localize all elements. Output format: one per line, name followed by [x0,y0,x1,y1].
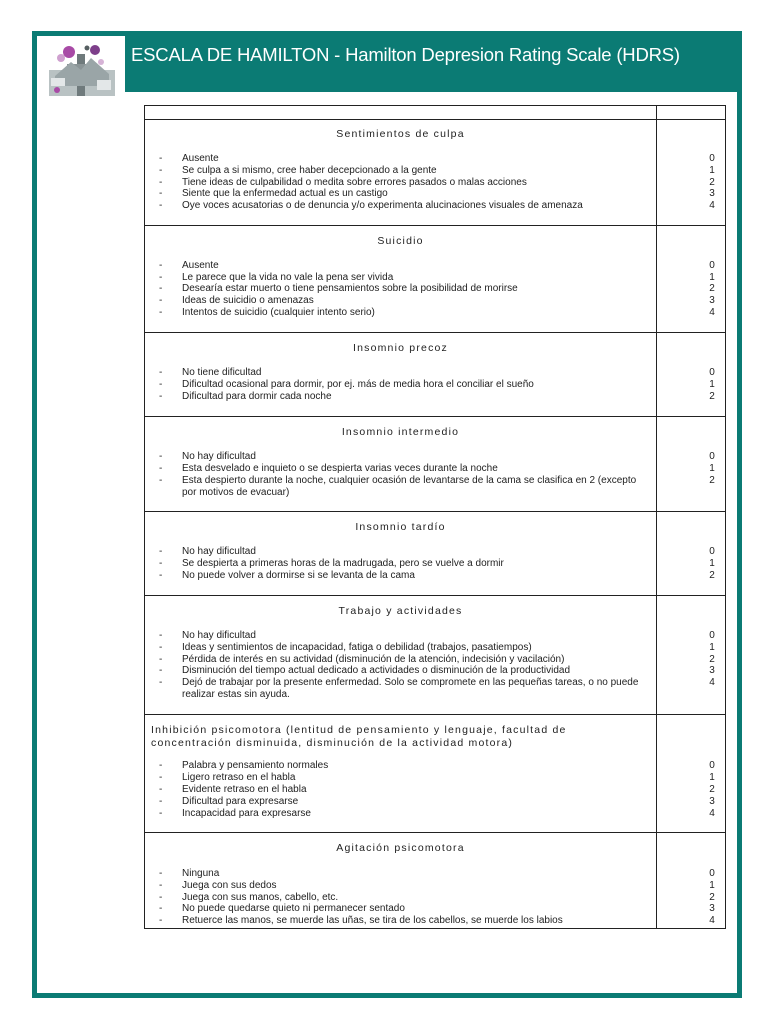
score-value: 3 [709,796,715,807]
page-frame [32,31,742,998]
section-title: Insomnio intermedio [341,426,460,438]
section-title: Insomnio tardío [355,521,446,533]
score-value: 1 [709,379,715,390]
section-title: Trabajo y actividades [338,605,463,617]
section-title: Sentimientos de culpa [336,128,465,140]
header-bar [125,36,737,92]
score-value: 3 [709,188,715,199]
score-value: 4 [709,808,715,819]
section-title: Suicidio [377,235,424,247]
flower-collage-logo-icon [47,40,117,98]
score-value: 2 [709,391,715,402]
page-title: ESCALA DE HAMILTON - Hamilton Depresion Rating Scale (HDRS) [131,44,680,65]
score-value: 3 [709,665,715,676]
score-value: 2 [709,784,715,795]
score-value: 2 [709,283,715,294]
score-value: 3 [709,903,715,914]
score-value: 0 [709,868,715,879]
score-value: 2 [709,654,715,665]
score-value: 0 [709,153,715,164]
score-value: 3 [709,295,715,306]
section-title: Agitación psicomotora [336,842,465,854]
score-value: 4 [709,200,715,211]
score-value: 1 [709,880,715,891]
scale-table: Sentimientos de culpa - Ausente 0 - Se culpa a si mismo, cree haber decepcionado a la gente 1 - Tiene ideas de culpabilidad o medita sobre errores pasados o malas acciones 2 - Siente que la enfermedad actual es un castigo 3 - Oye voces acusatorias o de denuncia y/o experimenta alucinaciones visuales de amenaza 4 Suicidio - Ausente 0 - Le parece que la vida no vale la pena ser vivida 1 - Desearía estar muerto o tiene pensamientos sobre la posibilidad de morirse 2 - Ideas de suicidio o amenazas 3 - Intentos de suicidio (cualquier intento serio) 4 Insomnio precoz - No tiene dificultad 0 - Dificultad ocasional para dormir, por ej. más de media hora el conciliar el sueño 1 - Dificultad para dormir cada noche 2 Insomnio intermedio - No hay dificultad 0 - Esta desvelado e inquieto o se despierta varias veces durante la noche 1 - Esta despierto durante la noche, cualquier ocasión de levantarse de la cama se clasifica en 2 (excepto por motivos de evacuar) 2 Insomnio tardío - No hay dificultad 0 - Se despierta a primeras horas de la madrugada, pero se vuelve a dormir 1 - No puede volver a dormirse si se levanta de la cama 2 Trabajo y actividades - No hay dificultad 0 - Ideas y sentimientos de incapacidad, fatiga o debilidad (trabajos, pasatiempos) 1 - Pérdida de interés en su actividad (disminución de la atención, indecisión y vacilación) 2 - Disminución del tiempo actual dedicado a actividades o disminución de la productividad 3 - Dejó de trabajar por la presente enfermedad. Solo se compromete en las pequeñas tareas, o no puede realizar estas sin ayuda. 4 Inhibición psicomotora (lentitud de pensamiento y lenguaje, facultad de concentración disminuida, disminución de la actividad motora) - Palabra y pensamiento normales 0 - Ligero retraso en el habla 1 - Evidente retraso en el habla 2 - Dificultad para expresarse 3 - Incapacidad para expresarse 4 Agitación psicomotora - Ninguna 0 - Juega con sus dedos 1 - Juega con sus manos, cabello, etc. 2 - No puede quedarse quieto ni permanecer sentado 3 - Retuerce las manos, se muerde las uñas, se tira de los cabellos, se muerde los labios 4 [144,105,726,929]
score-value: 0 [709,546,715,557]
score-value: 1 [709,165,715,176]
score-value: 0 [709,760,715,771]
score-value: 2 [709,177,715,188]
score-value: 4 [709,915,715,926]
score-value: 1 [709,772,715,783]
score-value: 1 [709,642,715,653]
score-value: 1 [709,463,715,474]
section-title: Insomnio precoz [352,342,449,354]
score-value: 2 [709,570,715,581]
score-value: 1 [709,272,715,283]
score-value: 0 [709,367,715,378]
score-value: 0 [709,260,715,271]
score-value: 2 [709,892,715,903]
score-value: 2 [709,475,715,486]
score-value: 1 [709,558,715,569]
score-value: 0 [709,630,715,641]
score-value: 4 [709,677,715,688]
score-value: 0 [709,451,715,462]
section-title: Inhibición psicomotora (lentitud de pensamiento y lenguaje, facultad de concentración disminuida, disminución de la actividad motora) [151,724,567,749]
score-value: 4 [709,307,715,318]
